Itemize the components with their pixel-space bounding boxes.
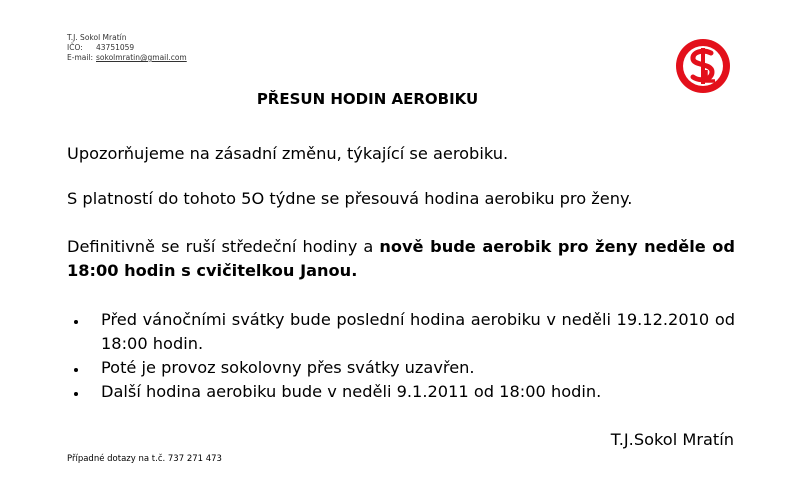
email-link[interactable]: sokolmratin@gmail.com <box>96 53 187 62</box>
ico-label: IČO: <box>67 43 83 52</box>
paragraph-change <box>67 235 735 283</box>
bullet-dot-icon <box>74 320 78 324</box>
bullet-dot-icon <box>74 368 78 372</box>
bullet-dot-icon <box>74 392 78 396</box>
page-title <box>0 90 735 108</box>
paragraph-validity: S platností do tohoto 5O týdne se přesouvá hodina aerobiku pro ženy. <box>67 189 633 208</box>
footer-contact: Případné dotazy na t.č. 737 271 473 <box>67 454 222 464</box>
signature: T.J.Sokol Mratín <box>610 430 734 449</box>
list-item <box>67 356 735 380</box>
ico-row <box>67 43 187 53</box>
paragraph-change-bold: nově bude aerobik pro ženy neděle od 18:00 hodin s cvičitelkou Janou. <box>67 237 735 280</box>
letterhead <box>67 33 187 63</box>
sokol-logo-icon <box>673 37 733 95</box>
list-item <box>67 380 735 404</box>
paragraph-change-normal: Definitivně se ruší středeční hodiny a <box>67 237 380 256</box>
paragraph-notice: Upozorňujeme na zásadní změnu, týkající se aerobiku. <box>67 144 509 163</box>
list-item-text: Před vánočními svátky bude poslední hodina aerobiku v neděli 19.12.2010 od 18:00 hodin. <box>101 310 735 353</box>
page-title-text: PŘESUN HODIN AEROBIKU <box>256 90 479 108</box>
bullet-list <box>67 308 735 404</box>
list-item <box>67 308 735 356</box>
email-row <box>67 53 187 63</box>
list-item-text: Poté je provoz sokolovny přes svátky uzavřen. <box>101 358 475 377</box>
list-item-text: Další hodina aerobiku bude v neděli 9.1.2011 od 18:00 hodin. <box>101 382 602 401</box>
org-name: T.J. Sokol Mratín <box>67 33 127 42</box>
email-label: E-mail: <box>67 53 94 62</box>
ico-value: 43751059 <box>96 43 135 52</box>
